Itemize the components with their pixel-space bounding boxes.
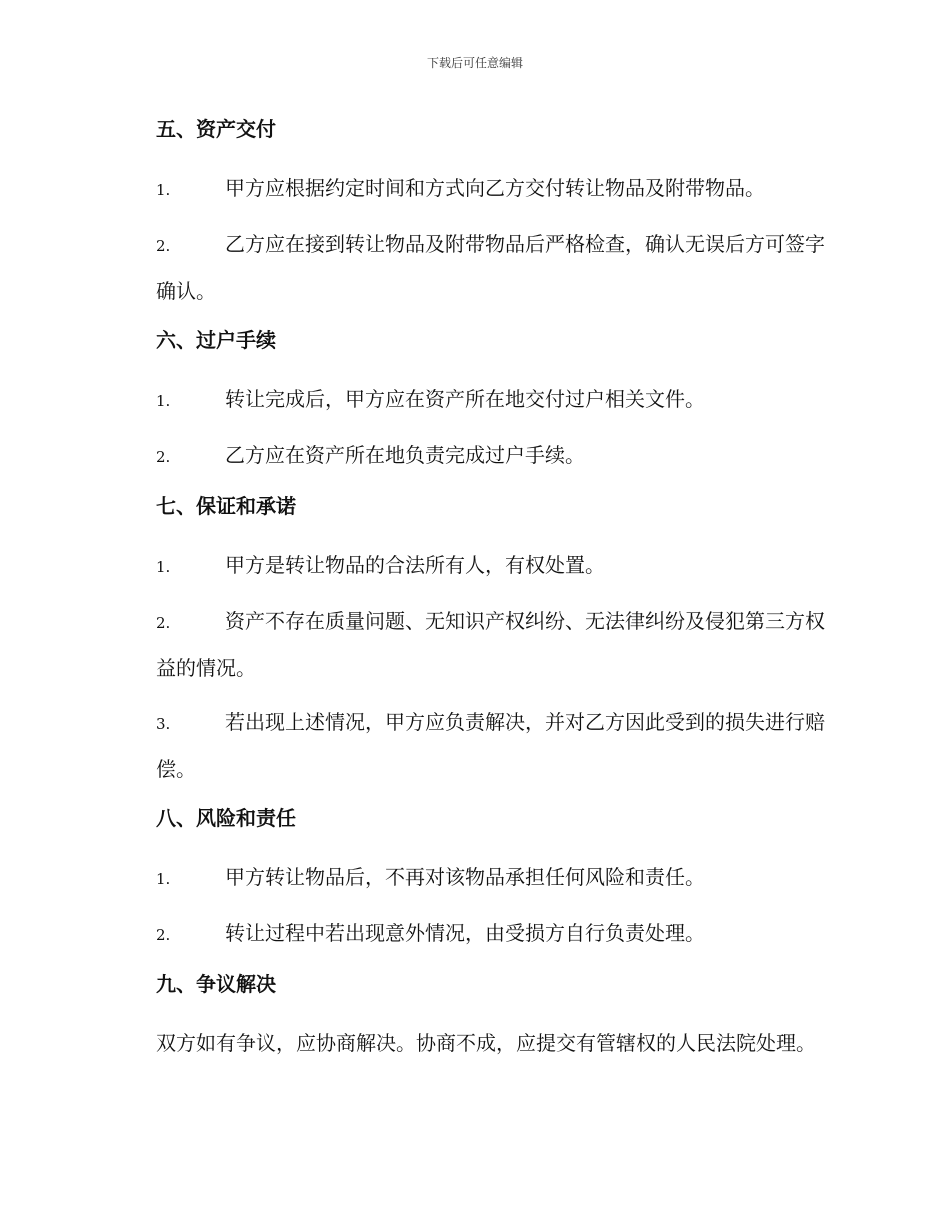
item-number: 1.: [156, 870, 171, 888]
item-text: 乙方应在接到转让物品及附带物品后严格检查，确认无误后方可签字确认。: [156, 232, 825, 303]
list-item: [113, 377, 833, 424]
section-heading: 六、过户手续: [156, 328, 276, 352]
document-body: [113, 112, 833, 1066]
section-guarantees: [113, 489, 833, 792]
item-number: 2.: [156, 237, 171, 255]
item-text: 转让完成后，甲方应在资产所在地交付过户相关文件。: [225, 387, 705, 411]
item-text: 甲方是转让物品的合法所有人，有权处置。: [225, 553, 605, 577]
section-risk-liability: [113, 801, 833, 958]
page-header: 下载后可任意编辑: [426, 56, 523, 70]
section-heading: 八、风险和责任: [156, 806, 296, 830]
item-number: 1.: [156, 392, 171, 410]
item-text: 乙方应在资产所在地负责完成过户手续。: [225, 443, 585, 467]
item-number: 2.: [156, 448, 171, 466]
item-number: 1.: [156, 181, 171, 199]
list-item: [113, 599, 833, 691]
item-text: 甲方应根据约定时间和方式向乙方交付转让物品及附带物品。: [225, 176, 765, 200]
list-item: [113, 222, 833, 314]
list-item: [113, 855, 833, 902]
section-heading: 五、资产交付: [156, 117, 276, 141]
list-item: [113, 166, 833, 213]
list-item: [113, 433, 833, 480]
item-number: 2.: [156, 926, 171, 944]
section-transfer-procedures: [113, 323, 833, 480]
item-number: 2.: [156, 614, 171, 632]
list-item: [113, 911, 833, 958]
item-number: 3.: [156, 715, 171, 733]
item-text: 资产不存在质量问题、无知识产权纠纷、无法律纠纷及侵犯第三方权益的情况。: [156, 609, 825, 680]
item-text: 甲方转让物品后，不再对该物品承担任何风险和责任。: [225, 865, 705, 889]
list-item: [113, 700, 833, 792]
item-text: 若出现上述情况，甲方应负责解决，并对乙方因此受到的损失进行赔偿。: [156, 710, 825, 781]
item-number: 1.: [156, 558, 171, 576]
section-asset-delivery: [113, 112, 833, 314]
section-heading: 七、保证和承诺: [156, 494, 296, 518]
section-dispute-resolution: [113, 967, 833, 1066]
item-text: 转让过程中若出现意外情况，由受损方自行负责处理。: [225, 921, 705, 945]
list-item: [113, 543, 833, 590]
section-paragraph: 双方如有争议，应协商解决。协商不成，应提交有管辖权的人民法院处理。: [156, 1031, 816, 1055]
section-heading: 九、争议解决: [156, 972, 276, 996]
